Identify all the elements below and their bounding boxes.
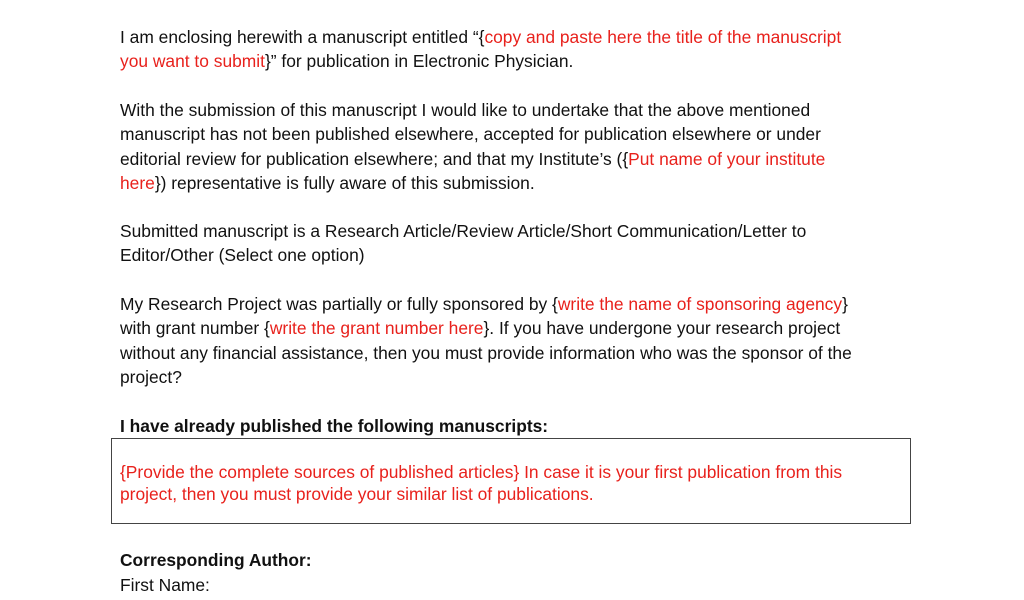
paragraph-line — [120, 316, 910, 340]
institute-placeholder: Put name of your institute — [628, 148, 826, 169]
paragraph-line — [120, 49, 910, 73]
paragraph-line — [120, 25, 910, 49]
undertaking-paragraph — [120, 98, 910, 195]
sponsorship-paragraph — [120, 292, 910, 389]
title-placeholder: copy and paste here the title of the manuscript — [484, 27, 842, 47]
grant-text-end: }. If you have undergone your research project — [483, 318, 841, 339]
paragraph-line: Submitted manuscript is a Research Article/Review Article/Short Communication/Letter to — [120, 221, 807, 241]
box-line: project, then you must provide your similar list of publications. — [120, 484, 594, 504]
institute-placeholder-end: here — [120, 172, 155, 193]
published-manuscripts-placeholder — [120, 461, 842, 505]
institute-text: editorial review for publication elsewhere; and that my Institute’s ({ — [120, 148, 629, 169]
paragraph-line: manuscript has not been published elsewhere, accepted for publication elsewhere or under — [120, 124, 821, 145]
paragraph-line — [120, 147, 910, 171]
sponsor-brace: } — [842, 294, 848, 314]
manuscript-title-paragraph — [120, 25, 910, 74]
article-type-paragraph — [120, 219, 910, 268]
corresponding-author-heading: Corresponding Author: — [120, 550, 312, 570]
paragraph-line: project? — [120, 366, 182, 387]
published-heading: I have already published the following manuscripts: — [120, 416, 549, 436]
representative-text: }) representative is fully aware of this submission. — [154, 172, 535, 193]
title-placeholder-end: you want to submit — [120, 51, 265, 72]
paragraph-line: without any financial assistance, then you must provide information who was the sponsor of the — [120, 342, 852, 363]
box-line: {Provide the complete sources of published articles} In case it is your first publication from this — [120, 462, 843, 482]
paragraph-line — [120, 292, 910, 316]
grant-text: with grant number { — [120, 318, 270, 339]
paragraph-line: With the submission of this manuscript I would like to undertake that the above mentioned — [120, 100, 811, 120]
sponsor-placeholder: write the name of sponsoring agency — [557, 294, 843, 314]
paragraph-line — [120, 171, 910, 195]
intro-text: I am enclosing herewith a manuscript entitled “{ — [120, 27, 485, 47]
grant-placeholder: write the grant number here — [269, 318, 484, 339]
first-name-label: First Name: — [120, 575, 210, 595]
journal-text: }” for publication in Electronic Physician. — [265, 51, 574, 72]
paragraph-line: Editor/Other (Select one option) — [120, 245, 365, 266]
sponsor-text: My Research Project was partially or fully sponsored by { — [120, 294, 558, 314]
